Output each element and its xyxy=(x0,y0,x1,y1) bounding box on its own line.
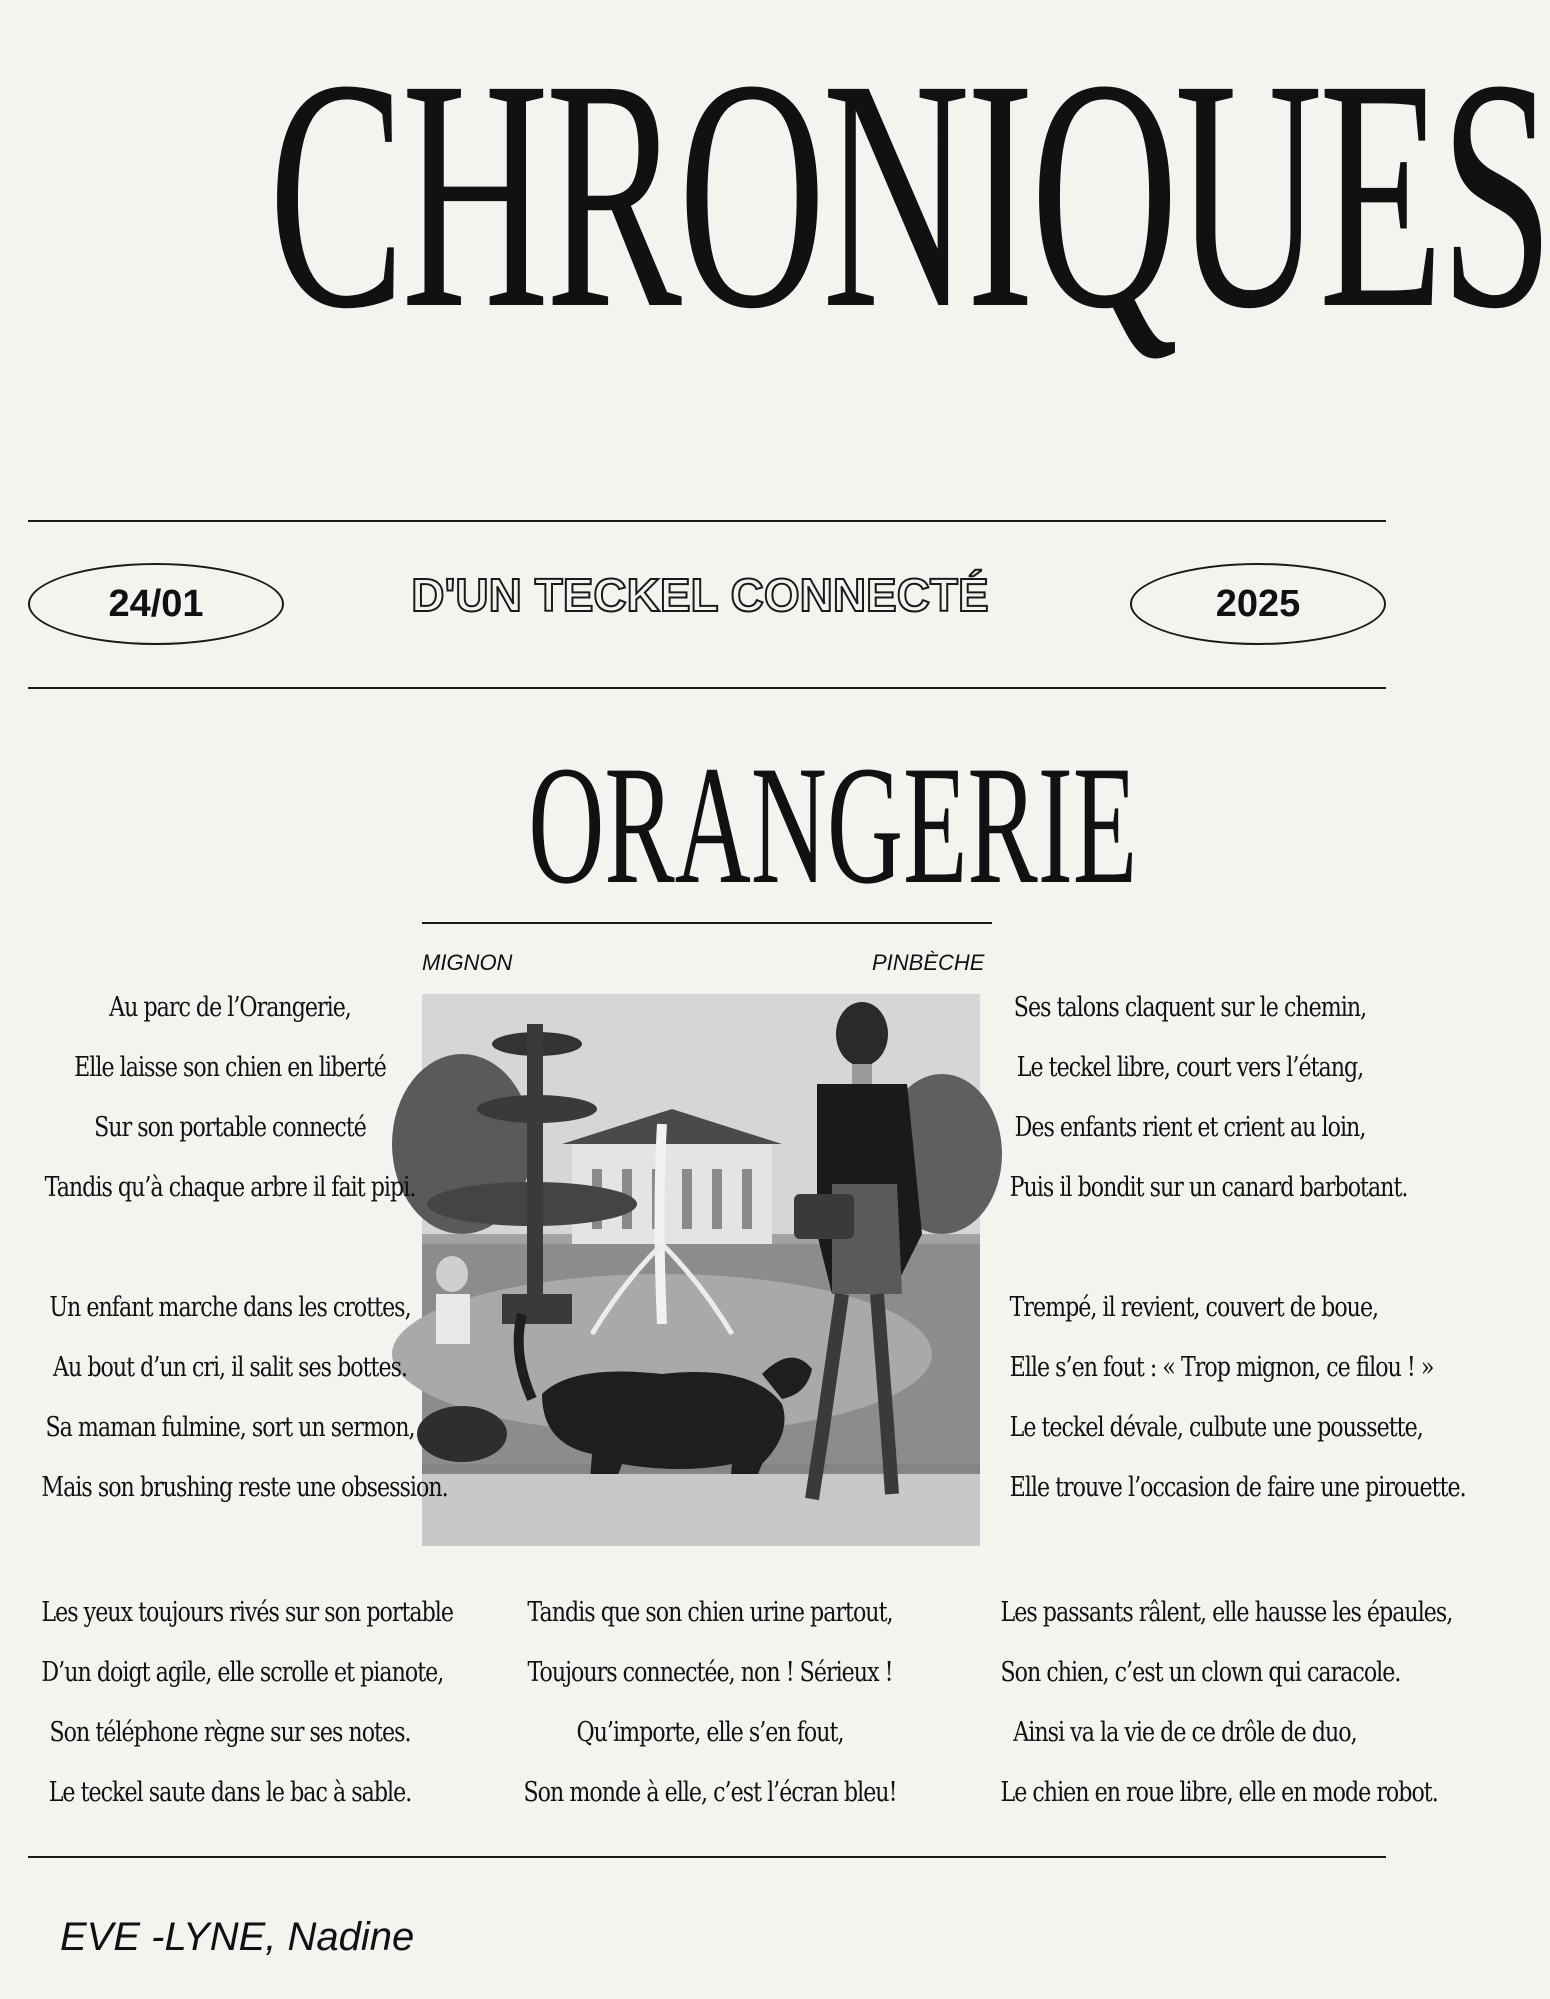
stanza-left-mid xyxy=(0,1278,460,1518)
verse-line: Elle laisse son chien en liberté xyxy=(74,1052,386,1083)
stanza-right-top xyxy=(970,978,1410,1218)
date-badge: 24/01 xyxy=(28,563,284,645)
verse-line: Au parc de l’Orangerie, xyxy=(109,992,351,1023)
verse-line: Elle trouve l’occasion de faire une pirouette. xyxy=(1009,1472,1466,1503)
stanza-right-mid xyxy=(970,1278,1466,1518)
verse-line: Au bout d’un cri, il salit ses bottes. xyxy=(52,1352,408,1383)
verse-line: Le teckel libre, court vers l’étang, xyxy=(1016,1052,1364,1083)
stanza-bottom-center xyxy=(480,1583,940,1823)
verse-line: Sa maman fulmine, sort un sermon, xyxy=(45,1412,415,1443)
stanza-bottom-right xyxy=(960,1583,1453,1823)
photo-caption-left: MIGNON xyxy=(422,950,513,975)
verse-line: Toujours connectée, non ! Sérieux ! xyxy=(527,1657,893,1688)
top-divider xyxy=(28,520,1386,522)
verse-line: Sur son portable connecté xyxy=(94,1112,366,1143)
photo-caption-right: PINBÈCHE xyxy=(872,950,985,975)
banner-subtitle: D'UN TECKEL CONNECTÉ xyxy=(411,569,989,621)
verse-line: Son téléphone règne sur ses notes. xyxy=(49,1717,411,1748)
masthead-title: CHRONIQUES xyxy=(268,12,1550,377)
verse-line: Un enfant marche dans les crottes, xyxy=(49,1292,411,1323)
stanza-left-top xyxy=(0,978,460,1218)
park-photo xyxy=(422,994,980,1546)
section-title-underline xyxy=(422,922,992,924)
verse-line: Elle s’en fout : « Trop mignon, ce filou ! » xyxy=(1009,1352,1434,1383)
verse-line: Son monde à elle, c’est l’écran bleu! xyxy=(523,1777,897,1808)
author-credit: EVE -LYNE, Nadine xyxy=(60,1915,415,1959)
verse-line: Ses talons claquent sur le chemin, xyxy=(1013,992,1367,1023)
verse-line: Son chien, c’est un clown qui caracole. xyxy=(1000,1657,1401,1688)
verse-line: Mais son brushing reste une obsession. xyxy=(41,1472,448,1503)
year-badge: 2025 xyxy=(1130,563,1386,645)
section-title: ORANGERIE xyxy=(528,731,1138,919)
park-illustration xyxy=(422,994,980,1546)
verse-line: Ainsi va la vie de ce drôle de duo, xyxy=(1013,1717,1357,1748)
footer-divider xyxy=(28,1856,1386,1858)
verse-line: Le teckel dévale, culbute une poussette, xyxy=(1009,1412,1423,1443)
verse-line: Trempé, il revient, couvert de boue, xyxy=(1009,1292,1379,1323)
verse-line: Le chien en roue libre, elle en mode robot. xyxy=(1000,1777,1438,1808)
verse-line: Le teckel saute dans le bac à sable. xyxy=(48,1777,412,1808)
banner-bottom-divider xyxy=(28,687,1386,689)
verse-line: Tandis que son chien urine partout, xyxy=(527,1597,893,1628)
verse-line: D’un doigt agile, elle scrolle et pianote, xyxy=(41,1657,444,1688)
verse-line: Les yeux toujours rivés sur son portable xyxy=(41,1597,454,1628)
verse-line: Qu’importe, elle s’en fout, xyxy=(576,1717,844,1748)
stanza-bottom-left xyxy=(0,1583,460,1823)
verse-line: Des enfants rient et crient au loin, xyxy=(1014,1112,1366,1143)
verse-line: Puis il bondit sur un canard barbotant. xyxy=(1009,1172,1408,1203)
verse-line: Tandis qu’à chaque arbre il fait pipi. xyxy=(44,1172,416,1203)
verse-line: Les passants râlent, elle hausse les épaules, xyxy=(1000,1597,1453,1628)
